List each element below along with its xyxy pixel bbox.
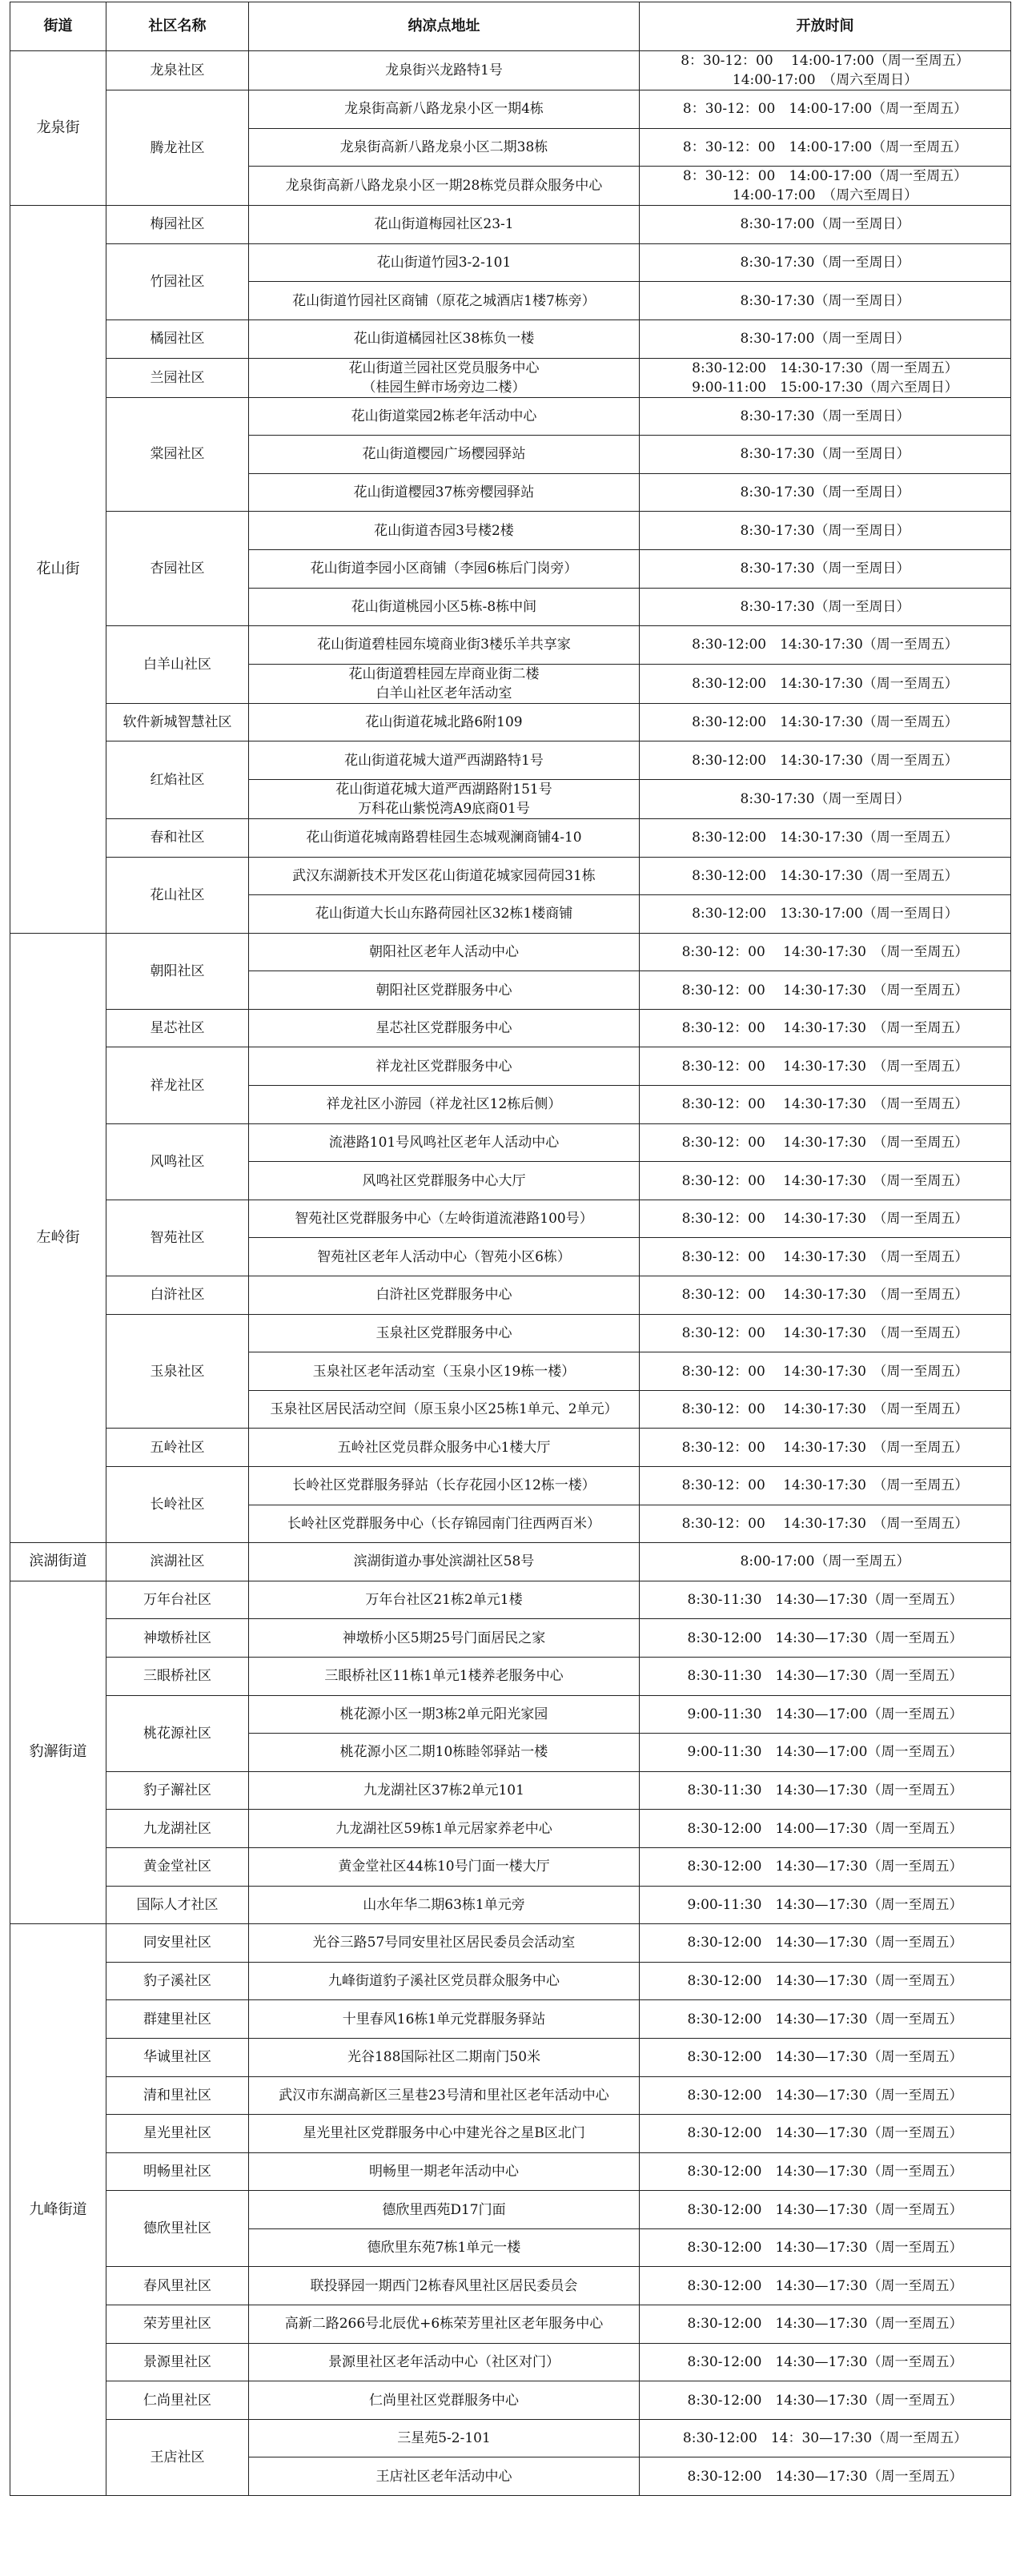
address-cell: 龙泉街高新八路龙泉小区一期28栋党员群众服务中心 bbox=[249, 167, 640, 206]
address-cell: 花山街道大长山东路荷园社区32栋1楼商铺 bbox=[249, 895, 640, 934]
hours-cell: 9:00-11:30 14:30—17:00（周一至周五） bbox=[640, 1734, 1011, 1772]
community-name-cell: 杏园社区 bbox=[106, 512, 249, 626]
address-cell: 五岭社区党员群众服务中心1楼大厅 bbox=[249, 1429, 640, 1467]
address-cell: 光谷三路57号同安里社区居民委员会活动室 bbox=[249, 1924, 640, 1963]
address-cell: 龙泉街兴龙路特1号 bbox=[249, 51, 640, 90]
hours-cell: 8:30-12:00 14:30—17:30（周一至周五） bbox=[640, 2267, 1011, 2305]
table-row bbox=[10, 1200, 1011, 1238]
community-name-cell: 软件新城智慧社区 bbox=[106, 703, 249, 741]
address-cell: 花山街道竹园社区商铺（原花之城酒店1楼7栋旁） bbox=[249, 282, 640, 320]
community-name-cell: 万年台社区 bbox=[106, 1581, 249, 1619]
hours-cell: 8:00-17:00（周一至周五） bbox=[640, 1543, 1011, 1581]
hours-cell: 8:30-12:00 14:30—17:30（周一至周五） bbox=[640, 2381, 1011, 2420]
address-cell: 花山街道李园小区商铺（李园6栋后门岗旁） bbox=[249, 549, 640, 588]
hours-cell: 8:30-12:00 14:30—17:30（周一至周五） bbox=[640, 1924, 1011, 1963]
community-name-cell: 祥龙社区 bbox=[106, 1047, 249, 1123]
address-cell: 花山街道碧桂园左岸商业街二楼 白羊山社区老年活动室 bbox=[249, 664, 640, 703]
hours-cell: 8:30-12:00 14:30—17:30（周一至周五） bbox=[640, 2076, 1011, 2115]
table-body bbox=[10, 51, 1011, 2496]
table-row bbox=[10, 2152, 1011, 2191]
community-name-cell: 白羊山社区 bbox=[106, 626, 249, 704]
address-cell: 高新二路266号北辰优+6栋荣芳里社区老年服务中心 bbox=[249, 2305, 640, 2344]
community-name-cell: 荣芳里社区 bbox=[106, 2305, 249, 2344]
hours-cell: 8:30-12：00 14:30-17:30 （周一至周五） bbox=[640, 1123, 1011, 1162]
community-name-cell: 春风里社区 bbox=[106, 2267, 249, 2305]
header-row bbox=[10, 2, 1011, 51]
hours-cell: 8:30-17:00（周一至周日） bbox=[640, 319, 1011, 358]
table-row bbox=[10, 2419, 1011, 2457]
hours-cell: 8:30-17:00（周一至周日） bbox=[640, 206, 1011, 244]
community-name-cell: 景源里社区 bbox=[106, 2343, 249, 2381]
address-cell: 九峰街道豹子溪社区党员群众服务中心 bbox=[249, 1962, 640, 2000]
community-name-cell: 滨湖社区 bbox=[106, 1543, 249, 1581]
hours-cell: 8:30-12:00 14:30—17:30（周一至周五） bbox=[640, 2191, 1011, 2229]
address-cell: 星光里社区党群服务中心中建光谷之星B区北门 bbox=[249, 2115, 640, 2153]
address-cell: 光谷188国际社区二期南门50米 bbox=[249, 2038, 640, 2076]
street-name-cell: 滨湖街道 bbox=[10, 1543, 106, 1581]
community-name-cell: 白浒社区 bbox=[106, 1276, 249, 1315]
address-cell: 祥龙社区小游园（祥龙社区12栋后侧） bbox=[249, 1086, 640, 1124]
address-cell: 山水年华二期63栋1单元旁 bbox=[249, 1886, 640, 1924]
table-row bbox=[10, 1657, 1011, 1695]
community-name-cell: 棠园社区 bbox=[106, 397, 249, 512]
hours-cell: 8:30-11:30 14:30—17:30（周一至周五） bbox=[640, 1771, 1011, 1810]
address-cell: 三眼桥社区11栋1单元1楼养老服务中心 bbox=[249, 1657, 640, 1695]
street-name-cell: 龙泉街 bbox=[10, 51, 106, 206]
community-name-cell: 花山社区 bbox=[106, 857, 249, 933]
address-cell: 仁尚里社区党群服务中心 bbox=[249, 2381, 640, 2420]
hours-cell: 8:30-12:00 14:30-17:30（周一至周五） bbox=[640, 741, 1011, 780]
table-row bbox=[10, 1276, 1011, 1315]
address-cell: 桃花源小区二期10栋睦邻驿站一楼 bbox=[249, 1734, 640, 1772]
hours-cell: 8:30-12:00 14:30—17:30（周一至周五） bbox=[640, 2457, 1011, 2496]
hours-cell: 8:30-12：00 14:30-17:30 （周一至周五） bbox=[640, 1047, 1011, 1086]
address-cell: 花山街道花城北路6附109 bbox=[249, 703, 640, 741]
hours-cell: 8:30-17:30（周一至周日） bbox=[640, 512, 1011, 550]
hours-cell: 8:30-12：00 14:30-17:30 （周一至周五） bbox=[640, 1390, 1011, 1429]
community-name-cell: 九龙湖社区 bbox=[106, 1810, 249, 1848]
address-cell: 十里春风16栋1单元党群服务驿站 bbox=[249, 2000, 640, 2039]
hours-cell: 8:30-12:00 14:30—17:30（周一至周五） bbox=[640, 1847, 1011, 1886]
table-row bbox=[10, 51, 1011, 90]
hours-cell: 8:30-12:00 14:30—17:30（周一至周五） bbox=[640, 2038, 1011, 2076]
hours-cell: 8:30-12：00 14:30-17:30 （周一至周五） bbox=[640, 1314, 1011, 1352]
hours-cell: 9:00-11:30 14:30—17:00（周一至周五） bbox=[640, 1695, 1011, 1734]
street-name-cell: 豹澥街道 bbox=[10, 1581, 106, 1923]
hours-cell: 8:30-12:00 14:30—17:30（周一至周五） bbox=[640, 2343, 1011, 2381]
community-name-cell: 桃花源社区 bbox=[106, 1695, 249, 1771]
hours-cell: 8:30-11:30 14:30—17:30（周一至周五） bbox=[640, 1657, 1011, 1695]
community-name-cell: 长岭社区 bbox=[106, 1467, 249, 1543]
hours-cell: 8:30-12:00 14:30—17:30（周一至周五） bbox=[640, 2228, 1011, 2267]
community-name-cell: 春和社区 bbox=[106, 818, 249, 857]
hours-cell: 8:30-12：00 14:30-17:30 （周一至周五） bbox=[640, 1467, 1011, 1505]
table-row bbox=[10, 1467, 1011, 1505]
table-row bbox=[10, 1619, 1011, 1658]
hours-cell: 8:30-12:00 14:00—17:30（周一至周五） bbox=[640, 1810, 1011, 1848]
table-row bbox=[10, 2305, 1011, 2344]
street-name-cell: 花山街 bbox=[10, 206, 106, 934]
community-name-cell: 风鸣社区 bbox=[106, 1123, 249, 1200]
hours-cell: 8:30-17:30（周一至周日） bbox=[640, 243, 1011, 282]
address-cell: 花山街道桃园小区5栋-8栋中间 bbox=[249, 588, 640, 626]
table-row bbox=[10, 2115, 1011, 2153]
hours-cell: 8:30-12：00 14:30-17:30 （周一至周五） bbox=[640, 1238, 1011, 1276]
address-cell: 王店社区老年活动中心 bbox=[249, 2457, 640, 2496]
hours-cell: 8:30-12:00 14:30-17:30（周一至周五） bbox=[640, 626, 1011, 665]
hours-cell: 8:30-12:00 14:30—17:30（周一至周五） bbox=[640, 1619, 1011, 1658]
address-cell: 德欣里东苑7栋1单元一楼 bbox=[249, 2228, 640, 2267]
table-row bbox=[10, 90, 1011, 129]
community-name-cell: 三眼桥社区 bbox=[106, 1657, 249, 1695]
table-row bbox=[10, 2000, 1011, 2039]
community-name-cell: 智苑社区 bbox=[106, 1200, 249, 1276]
address-cell: 智苑社区老年人活动中心（智苑小区6栋） bbox=[249, 1238, 640, 1276]
community-name-cell: 豹子溪社区 bbox=[106, 1962, 249, 2000]
table-row bbox=[10, 512, 1011, 550]
hours-cell: 8:30-12：00 14:30-17:30 （周一至周五） bbox=[640, 971, 1011, 1010]
hours-cell: 8:30-12:00 14:30—17:30（周一至周五） bbox=[640, 1962, 1011, 2000]
community-name-cell: 朝阳社区 bbox=[106, 933, 249, 1009]
table-row bbox=[10, 1810, 1011, 1848]
hours-cell: 8:30-11:30 14:30—17:30（周一至周五） bbox=[640, 1581, 1011, 1619]
address-cell: 景源里社区老年活动中心（社区对门） bbox=[249, 2343, 640, 2381]
address-cell: 朝阳社区老年人活动中心 bbox=[249, 933, 640, 971]
table-row bbox=[10, 857, 1011, 895]
table-row bbox=[10, 319, 1011, 358]
table-row bbox=[10, 2076, 1011, 2115]
header-address: 纳凉点地址 bbox=[249, 2, 640, 51]
hours-cell: 8：30-12：00 14:00-17:00（周一至周五） bbox=[640, 128, 1011, 167]
community-name-cell: 竹园社区 bbox=[106, 243, 249, 319]
community-name-cell: 兰园社区 bbox=[106, 358, 249, 397]
hours-cell: 8:30-12:00 14:30—17:30（周一至周五） bbox=[640, 2152, 1011, 2191]
community-name-cell: 玉泉社区 bbox=[106, 1314, 249, 1429]
community-name-cell: 星芯社区 bbox=[106, 1009, 249, 1047]
table-row bbox=[10, 2038, 1011, 2076]
address-cell: 花山街道棠园2栋老年活动中心 bbox=[249, 397, 640, 436]
hours-cell: 8:30-12:00 14:30-17:30（周一至周五） bbox=[640, 664, 1011, 703]
table-row bbox=[10, 1314, 1011, 1352]
table-row bbox=[10, 1009, 1011, 1047]
community-name-cell: 明畅里社区 bbox=[106, 2152, 249, 2191]
community-name-cell: 群建里社区 bbox=[106, 2000, 249, 2039]
community-name-cell: 国际人才社区 bbox=[106, 1886, 249, 1924]
table-row bbox=[10, 1543, 1011, 1581]
address-cell: 祥龙社区党群服务中心 bbox=[249, 1047, 640, 1086]
table-row bbox=[10, 206, 1011, 244]
hours-cell: 8:30-12：00 14:30-17:30 （周一至周五） bbox=[640, 1200, 1011, 1238]
address-cell: 风鸣社区党群服务中心大厅 bbox=[249, 1162, 640, 1200]
hours-cell: 8:30-12:00 14:30—17:30（周一至周五） bbox=[640, 2000, 1011, 2039]
address-cell: 星芯社区党群服务中心 bbox=[249, 1009, 640, 1047]
hours-cell: 8:30-12：00 14:30-17:30 （周一至周五） bbox=[640, 1505, 1011, 1543]
address-cell: 黄金堂社区44栋10号门面一楼大厅 bbox=[249, 1847, 640, 1886]
table-row bbox=[10, 1847, 1011, 1886]
header-community: 社区名称 bbox=[106, 2, 249, 51]
address-cell: 龙泉街高新八路龙泉小区二期38栋 bbox=[249, 128, 640, 167]
table-row bbox=[10, 1695, 1011, 1734]
table-row bbox=[10, 1429, 1011, 1467]
table-row bbox=[10, 243, 1011, 282]
table-row bbox=[10, 1123, 1011, 1162]
hours-cell: 8:30-17:30（周一至周日） bbox=[640, 282, 1011, 320]
hours-cell: 8:30-12：00 14:30-17:30 （周一至周五） bbox=[640, 1162, 1011, 1200]
hours-cell: 8:30-12:00 14:30-17:30（周一至周五） bbox=[640, 703, 1011, 741]
address-cell: 武汉东湖新技术开发区花山街道花城家园荷园31栋 bbox=[249, 857, 640, 895]
table-row bbox=[10, 2267, 1011, 2305]
hours-cell: 8:30-12:00 14:30-17:30（周一至周五） bbox=[640, 818, 1011, 857]
hours-cell: 9:00-11:30 14:30—17:30（周一至周五） bbox=[640, 1886, 1011, 1924]
table-row bbox=[10, 1886, 1011, 1924]
address-cell: 龙泉街高新八路龙泉小区一期4栋 bbox=[249, 90, 640, 129]
address-cell: 花山街道花城大道严西湖路特1号 bbox=[249, 741, 640, 780]
hours-cell: 8:30-12:00 14:30-17:30（周一至周五） bbox=[640, 857, 1011, 895]
header-hours: 开放时间 bbox=[640, 2, 1011, 51]
table-row bbox=[10, 1924, 1011, 1963]
table-row bbox=[10, 626, 1011, 665]
street-name-cell: 左岭街 bbox=[10, 933, 106, 1543]
hours-cell: 8:30-17:30（周一至周日） bbox=[640, 779, 1011, 818]
address-cell: 白浒社区党群服务中心 bbox=[249, 1276, 640, 1315]
address-cell: 长岭社区党群服务中心（长存锦园南门往西两百米） bbox=[249, 1505, 640, 1543]
community-name-cell: 腾龙社区 bbox=[106, 90, 249, 206]
hours-cell: 8:30-12：00 14:30-17:30 （周一至周五） bbox=[640, 1009, 1011, 1047]
street-name-cell: 九峰街道 bbox=[10, 1924, 106, 2496]
address-cell: 万年台社区21栋2单元1楼 bbox=[249, 1581, 640, 1619]
hours-cell: 8:30-12：00 14:30-17:30 （周一至周五） bbox=[640, 1429, 1011, 1467]
hours-cell: 8:30-17:30（周一至周日） bbox=[640, 588, 1011, 626]
header-street: 街道 bbox=[10, 2, 106, 51]
hours-cell: 8：30-12：00 14:00-17:00（周一至周五） 14:00-17:00 （周六至周日） bbox=[640, 51, 1011, 90]
cooling-sites-table bbox=[10, 2, 1011, 2496]
address-cell: 花山街道碧桂园东境商业街3楼乐羊共享家 bbox=[249, 626, 640, 665]
hours-cell: 8：30-12：00 14:00-17:00（周一至周五） 14:00-17:00 （周六至周日） bbox=[640, 167, 1011, 206]
address-cell: 花山街道橘园社区38栋负一楼 bbox=[249, 319, 640, 358]
table-row bbox=[10, 703, 1011, 741]
address-cell: 智苑社区党群服务中心（左岭街道流港路100号） bbox=[249, 1200, 640, 1238]
table-row bbox=[10, 2343, 1011, 2381]
community-name-cell: 德欣里社区 bbox=[106, 2191, 249, 2267]
table-row bbox=[10, 741, 1011, 780]
address-cell: 德欣里西苑D17门面 bbox=[249, 2191, 640, 2229]
hours-cell: 8:30-12:00 14:30-17:30（周一至周五） 9:00-11:00 15:00-17:30（周六至周日） bbox=[640, 358, 1011, 397]
hours-cell: 8:30-17:30（周一至周日） bbox=[640, 473, 1011, 512]
hours-cell: 8:30-12：00 14:30-17:30 （周一至周五） bbox=[640, 1086, 1011, 1124]
community-name-cell: 橘园社区 bbox=[106, 319, 249, 358]
community-name-cell: 豹子澥社区 bbox=[106, 1771, 249, 1810]
hours-cell: 8:30-12：00 14:30-17:30 （周一至周五） bbox=[640, 1276, 1011, 1315]
community-name-cell: 龙泉社区 bbox=[106, 51, 249, 90]
address-cell: 玉泉社区老年活动室（玉泉小区19栋一楼） bbox=[249, 1352, 640, 1391]
table-row bbox=[10, 933, 1011, 971]
table-row bbox=[10, 1962, 1011, 2000]
table-row bbox=[10, 1047, 1011, 1086]
table-row bbox=[10, 2381, 1011, 2420]
address-cell: 花山街道樱园广场樱园驿站 bbox=[249, 436, 640, 474]
hours-cell: 8:30-12：00 14:30-17:30 （周一至周五） bbox=[640, 1352, 1011, 1391]
address-cell: 玉泉社区党群服务中心 bbox=[249, 1314, 640, 1352]
address-cell: 花山街道花城大道严西湖路附151号 万科花山紫悦湾A9底商01号 bbox=[249, 779, 640, 818]
address-cell: 桃花源小区一期3栋2单元阳光家园 bbox=[249, 1695, 640, 1734]
table-row bbox=[10, 1581, 1011, 1619]
hours-cell: 8:30-12:00 13:30-17:00（周一至周日） bbox=[640, 895, 1011, 934]
address-cell: 九龙湖社区37栋2单元101 bbox=[249, 1771, 640, 1810]
address-cell: 滨湖街道办事处滨湖社区58号 bbox=[249, 1543, 640, 1581]
address-cell: 朝阳社区党群服务中心 bbox=[249, 971, 640, 1010]
table-row bbox=[10, 358, 1011, 397]
address-cell: 联投驿园一期西门2栋春风里社区居民委员会 bbox=[249, 2267, 640, 2305]
community-name-cell: 五岭社区 bbox=[106, 1429, 249, 1467]
community-name-cell: 王店社区 bbox=[106, 2419, 249, 2495]
address-cell: 花山街道花城南路碧桂园生态城观澜商铺4-10 bbox=[249, 818, 640, 857]
community-name-cell: 神墩桥社区 bbox=[106, 1619, 249, 1658]
community-name-cell: 清和里社区 bbox=[106, 2076, 249, 2115]
address-cell: 明畅里一期老年活动中心 bbox=[249, 2152, 640, 2191]
address-cell: 花山街道杏园3号楼2楼 bbox=[249, 512, 640, 550]
table-row bbox=[10, 1771, 1011, 1810]
community-name-cell: 梅园社区 bbox=[106, 206, 249, 244]
address-cell: 流港路101号风鸣社区老年人活动中心 bbox=[249, 1123, 640, 1162]
hours-cell: 8:30-17:30（周一至周日） bbox=[640, 436, 1011, 474]
address-cell: 武汉市东湖高新区三星巷23号清和里社区老年活动中心 bbox=[249, 2076, 640, 2115]
address-cell: 玉泉社区居民活动空间（原玉泉小区25栋1单元、2单元） bbox=[249, 1390, 640, 1429]
address-cell: 长岭社区党群服务驿站（长存花园小区12栋一楼） bbox=[249, 1467, 640, 1505]
hours-cell: 8:30-12:00 14:30—17:30（周一至周五） bbox=[640, 2115, 1011, 2153]
community-name-cell: 同安里社区 bbox=[106, 1924, 249, 1963]
hours-cell: 8:30-17:30（周一至周日） bbox=[640, 549, 1011, 588]
community-name-cell: 红焰社区 bbox=[106, 741, 249, 819]
community-name-cell: 华诚里社区 bbox=[106, 2038, 249, 2076]
address-cell: 神墩桥小区5期25号门面居民之家 bbox=[249, 1619, 640, 1658]
table-row bbox=[10, 397, 1011, 436]
community-name-cell: 黄金堂社区 bbox=[106, 1847, 249, 1886]
hours-cell: 8:30-12:00 14:30—17:30（周一至周五） bbox=[640, 2305, 1011, 2344]
address-cell: 花山街道梅园社区23-1 bbox=[249, 206, 640, 244]
hours-cell: 8：30-12：00 14:00-17:00（周一至周五） bbox=[640, 90, 1011, 129]
address-cell: 花山街道樱园37栋旁樱园驿站 bbox=[249, 473, 640, 512]
address-cell: 九龙湖社区59栋1单元居家养老中心 bbox=[249, 1810, 640, 1848]
address-cell: 花山街道兰园社区党员服务中心 （桂园生鲜市场旁边二楼） bbox=[249, 358, 640, 397]
address-cell: 三星苑5-2-101 bbox=[249, 2419, 640, 2457]
community-name-cell: 仁尚里社区 bbox=[106, 2381, 249, 2420]
community-name-cell: 星光里社区 bbox=[106, 2115, 249, 2153]
hours-cell: 8:30-12:00 14：30—17:30（周一至周五） bbox=[640, 2419, 1011, 2457]
hours-cell: 8:30-12：00 14:30-17:30 （周一至周五） bbox=[640, 933, 1011, 971]
hours-cell: 8:30-17:30（周一至周日） bbox=[640, 397, 1011, 436]
address-cell: 花山街道竹园3-2-101 bbox=[249, 243, 640, 282]
table-row bbox=[10, 818, 1011, 857]
table-row bbox=[10, 2191, 1011, 2229]
